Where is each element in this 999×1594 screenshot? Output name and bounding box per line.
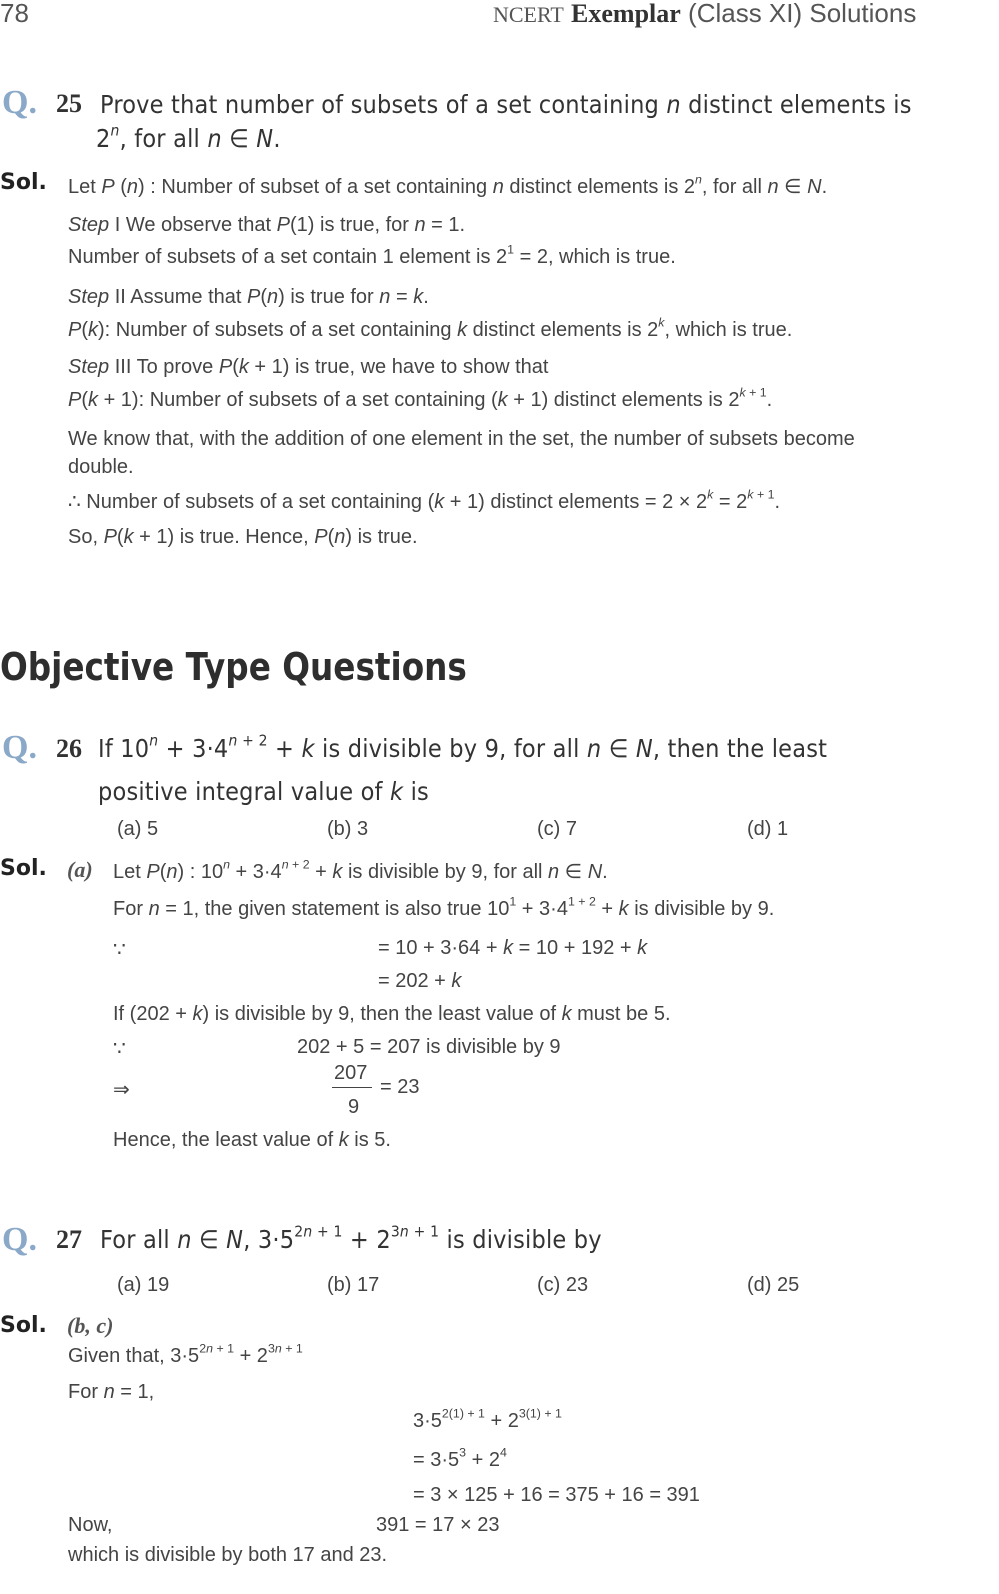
solution-label: Sol. xyxy=(0,170,47,195)
q26-text-line2: positive integral value of k is xyxy=(98,777,429,806)
q27-text-line1: For all n ∈ N, $3\cdot 5^{2n + 1} + 2^{3n + 1}$ is divisible by xyxy=(100,1222,602,1254)
question-number: 26 xyxy=(56,734,82,763)
fraction-numerator: 207 xyxy=(334,1062,368,1084)
q26-sol-line: Hence, the least value of k is 5. xyxy=(113,1129,391,1151)
section-title: Objective Type Questions xyxy=(0,645,467,689)
q26-sol-line: = 202 + k xyxy=(378,970,462,992)
option-d: (d) 1 xyxy=(747,818,789,840)
header-bold: Exemplar xyxy=(571,0,681,28)
solution-label: Sol. xyxy=(0,856,47,881)
q26-sol-line: 202 + 5 = 207 is divisible by 9 xyxy=(297,1036,561,1058)
header-prefix: NCERT xyxy=(493,2,564,27)
implies-symbol: ⇒ xyxy=(113,1079,130,1101)
q25-sol-line: Step III To prove P(k + 1) is true, we have to show that xyxy=(68,356,549,378)
fraction-bar xyxy=(332,1087,372,1088)
q27-sol-line: = 3 × 125 + 16 = 375 + 16 = 391 xyxy=(413,1484,700,1506)
q25-sol-line: Number of subsets of a set contain 1 element is $2^1 = 2$, which is true. xyxy=(68,242,676,268)
q25-sol-line: ∴ Number of subsets of a set containing (k + 1) distinct elements = $2 \times 2^k = 2^{k + 1}$. xyxy=(68,487,781,513)
option-c: (c) 7 xyxy=(537,818,577,840)
page-number: 78 xyxy=(0,0,29,28)
q26-sol-line: For n = 1, the given statement is also true $10^1 + 3\cdot 4^{1 + 2} + k$ is divisible by 9. xyxy=(113,894,775,920)
option-b: (b) 3 xyxy=(327,818,369,840)
fraction-denominator: 9 xyxy=(348,1096,360,1118)
question-marker: Q. xyxy=(2,729,37,766)
running-header xyxy=(493,0,916,29)
q27-sol-line: which is divisible by both 17 and 23. xyxy=(68,1544,388,1566)
q25-sol-line: So, P(k + 1) is true. Hence, P(n) is true. xyxy=(68,526,418,548)
q27-sol-line: For n = 1, xyxy=(68,1381,155,1403)
option-d: (d) 25 xyxy=(747,1274,800,1296)
solution-label: Sol. xyxy=(0,1313,47,1338)
answer-key: (a) xyxy=(67,857,93,882)
q25-sol-line: P(k): Number of subsets of a set containing k distinct elements is 2$^k$, which is true. xyxy=(68,315,793,341)
option-a: (a) 19 xyxy=(117,1274,170,1296)
question-marker: Q. xyxy=(2,84,37,121)
question-number: 27 xyxy=(56,1225,82,1254)
because-symbol: ∵ xyxy=(113,1038,126,1060)
q25-sol-line: Step II Assume that P(n) is true for n = k. xyxy=(68,286,429,308)
q26-sol-line: = 10 + 3·64 + k = 10 + 192 + k xyxy=(378,937,648,959)
question-number: 25 xyxy=(56,89,82,118)
option-c: (c) 23 xyxy=(537,1274,589,1296)
q25-sol-line: Let P (n) : Number of subset of a set containing n distinct elements is 2$^n$, for all n ∈ N. xyxy=(68,172,828,198)
q25-sol-line: We know that, with the addition of one element in the set, the number of subsets become xyxy=(68,428,855,450)
q25-sol-line: double. xyxy=(68,456,134,478)
answer-key: (b, c) xyxy=(67,1313,114,1338)
q26-text-line1: If $10^n + 3\cdot 4^{n + 2} + k$ is divisible by 9, for all n ∈ N, then the least xyxy=(98,731,828,763)
q25-sol-line: P(k + 1): Number of subsets of a set containing (k + 1) distinct elements is $2^{k + 1}$. xyxy=(68,385,773,411)
because-symbol: ∵ xyxy=(113,939,126,961)
q27-sol-line: Given that, $3\cdot 5^{2n + 1} + 2^{3n + 1}$ xyxy=(68,1341,303,1367)
q27-sol-line: 391 = 17 × 23 xyxy=(376,1514,500,1536)
q27-sol-line: Now, xyxy=(68,1514,113,1536)
q25-text-line2: 2$^n$, for all n ∈ N. xyxy=(96,121,281,153)
q25-text-line1: Prove that number of subsets of a set containing n distinct elements is xyxy=(100,90,912,119)
header-suffix: (Class XI) Solutions xyxy=(688,0,917,28)
q25-sol-line: Step I We observe that P(1) is true, for n = 1. xyxy=(68,214,466,236)
q26-sol-line: = 23 xyxy=(380,1076,420,1098)
question-marker: Q. xyxy=(2,1221,37,1258)
q26-sol-line: Let P(n) : $10^n + 3\cdot 4^{n + 2} + k$ is divisible by 9, for all n ∈ N. xyxy=(113,857,608,883)
q26-sol-line: If (202 + k) is divisible by 9, then the least value of k must be 5. xyxy=(113,1003,671,1025)
option-a: (a) 5 xyxy=(117,818,159,840)
q27-sol-line: $3\cdot 5^{2(1) + 1} + 2^{3(1) + 1}$ xyxy=(413,1406,562,1432)
q27-sol-line: = $3\cdot 5^3 + 2^4$ xyxy=(413,1445,507,1471)
option-b: (b) 17 xyxy=(327,1274,380,1296)
